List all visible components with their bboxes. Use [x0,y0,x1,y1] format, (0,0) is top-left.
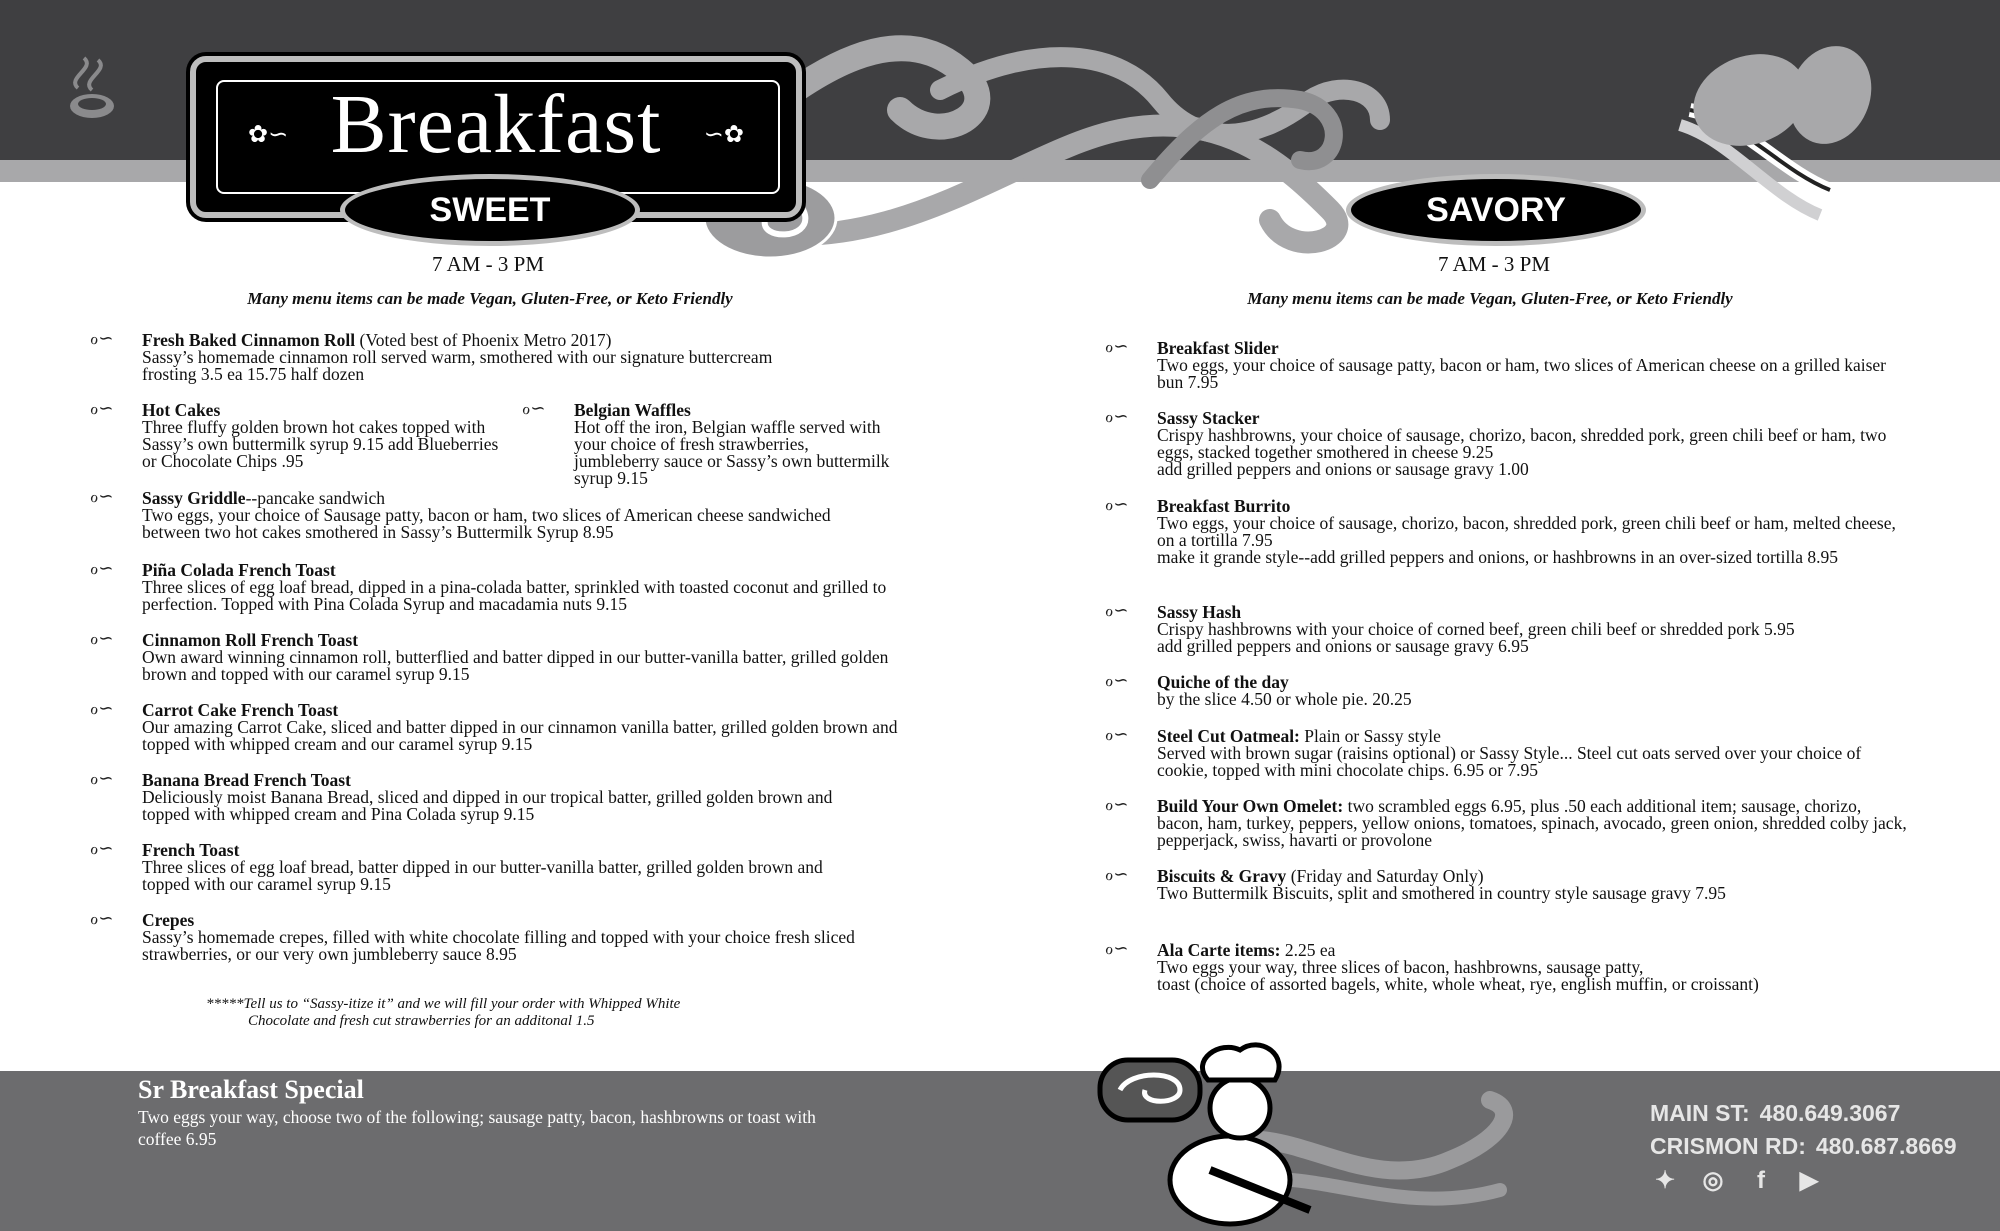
flourish-icon: ℴ∽ [90,628,114,648]
item-suffix: (Voted best of Phoenix Metro 2017) [355,330,612,350]
item-name: French Toast [142,840,240,860]
menu-item [90,768,862,824]
item-name: Banana Bread French Toast [142,770,351,790]
item-name: Build Your Own Omelet: [1157,796,1344,816]
flourish-icon: ℴ∽ [1105,670,1129,690]
flourish-icon: ℴ∽ [90,328,114,348]
flourish-icon: ℴ∽ [1105,406,1129,426]
flourish-icon: ℴ∽ [90,486,114,506]
item-desc: Sassy’s homemade crepes, filled with white chocolate filling and topped with your choice fresh sliced strawberries, or our very own jumbleberry sauce 8.95 [142,927,855,964]
item-name: Biscuits & Gravy [1157,866,1287,886]
menu-item [90,398,512,471]
savory-note: Many menu items can be made Vegan, Gluten-Free, or Keto Friendly [1247,289,1733,308]
main-st-number[interactable]: 480.649.3067 [1759,1100,1901,1126]
item-name: Cinnamon Roll French Toast [142,630,359,650]
item-desc-extra: add grilled peppers and onions or sausage gravy 6.95 [1157,636,1529,656]
flourish-icon: ℴ∽ [90,838,114,858]
menu-item [90,486,882,542]
item-name: Breakfast Slider [1157,338,1279,358]
menu-item [1105,794,1907,850]
social-links [1650,1166,1824,1196]
item-name: Sassy Griddle [142,488,246,508]
item-desc: Our amazing Carrot Cake, sliced and batter dipped in our cinnamon vanilla batter, grilled golden brown and topped with whipped cream and our caramel syrup 9.15 [142,717,898,754]
item-desc: Three fluffy golden brown hot cakes topped with Sassy’s own buttermilk syrup 9.15 add Blueberries or Chocolate Chips .95 [142,417,499,471]
item-desc: Served with brown sugar (raisins optional) or Sassy Style... Steel cut oats served over your choice of cookie, topped with mini chocolate chips. 6.95 or 7.95 [1157,743,1862,780]
flourish-icon: ℴ∽ [90,698,114,718]
flourish-icon: ℴ∽ [90,398,114,418]
crismon-number[interactable]: 480.687.8669 [1815,1133,1957,1159]
menu-item [1105,724,1907,780]
sweet-hours: 7 AM - 3 PM [431,252,545,276]
youtube-icon[interactable]: ▶ [1799,1167,1819,1194]
item-name: Quiche of the day [1157,672,1289,692]
flourish-icon: ℴ∽ [1105,600,1129,620]
item-desc-extra: make it grande style--add grilled peppers and onions, or hashbrowns in an over-sized tortilla 8.95 [1157,547,1838,567]
item-desc: by the slice 4.50 or whole pie. 20.25 [1157,689,1412,709]
savory-hours: 7 AM - 3 PM [1437,252,1551,276]
item-name: Fresh Baked Cinnamon Roll [142,330,356,350]
item-desc-extra: add grilled peppers and onions or sausage gravy 1.00 [1157,459,1529,479]
item-desc-extra: toast (choice of assorted bagels, white, whole wheat, rye, english muffin, or croissant) [1157,974,1759,994]
item-desc: Three slices of egg loaf bread, batter dipped in our butter-vanilla batter, grilled golden brown and topped with our caramel syrup 9.15 [142,857,823,894]
item-desc: Own award winning cinnamon roll, butterflied and batter dipped in our butter-vanilla batter, grilled golden brown and topped with our caramel syrup 9.15 [142,647,889,684]
item-name: Sassy Hash [1157,602,1242,622]
item-desc: Two eggs, your choice of sausage, chorizo, bacon, shredded pork, green chili beef or ham, melted cheese, on a tortilla 7.95 [1157,513,1896,550]
flourish-icon: ℴ∽ [90,908,114,928]
menu-item [90,628,902,684]
menu-item [90,558,902,614]
item-desc: Two Buttermilk Biscuits, split and smothered in country style sausage gravy 7.95 [1157,883,1726,903]
menu-item [1105,938,1907,994]
coffee-cup-icon [66,48,126,128]
menu-item [1105,864,1907,903]
sassy-itize-footnote [206,996,680,1030]
crismon-label: CRISMON RD: [1650,1133,1806,1159]
item-desc: Sassy’s homemade cinnamon roll served warm, smothered with our signature buttercream frosting 3.5 ea 15.75 half dozen [142,347,773,384]
item-desc: Crispy hashbrowns, your choice of sausage, chorizo, bacon, shredded pork, green chili beef or ham, two eggs, stacked together smothered in cheese 9.25 [1157,425,1887,462]
item-name: Ala Carte items: [1157,940,1281,960]
item-desc: Deliciously moist Banana Bread, sliced and dipped in our tropical batter, grilled golden brown and topped with whipped cream and Pina Colada syrup 9.15 [142,787,833,824]
instagram-icon[interactable]: ◎ [1702,1167,1724,1194]
item-name: Sassy Stacker [1157,408,1260,428]
menu-item [1105,600,1907,656]
ornament-right-icon: ∽✿ [703,122,744,148]
item-name: Steel Cut Oatmeal: [1157,726,1300,746]
menu-item [1105,336,1907,392]
item-desc: Hot off the iron, Belgian waffle served with your choice of fresh strawberries, jumbleberry sauce or Sassy’s own buttermilk syrup 9.15 [574,417,890,488]
flourish-icon: ℴ∽ [1105,336,1129,356]
menu-item [90,698,902,754]
item-suffix: Plain or Sassy style [1299,726,1441,746]
flourish-icon: ℴ∽ [1105,724,1129,744]
menu-item [90,908,882,964]
menu-item [90,838,862,894]
eggs-icon [1680,40,1900,180]
facebook-icon[interactable]: f [1757,1167,1765,1194]
flourish-icon: ℴ∽ [90,768,114,788]
flourish-icon: ℴ∽ [1105,864,1129,884]
page-title: Breakfast [330,78,662,171]
item-name: Piña Colada French Toast [142,560,336,580]
senior-special-desc: Two eggs your way, choose two of the following; sausage patty, bacon, hashbrowns or toast with coffee 6.95 [138,1107,816,1149]
menu-item [1105,406,1907,479]
footnote-line-1: *****Tell us to “Sassy-itize it” and we will fill your order with Whipped White [206,996,681,1012]
sweet-note: Many menu items can be made Vegan, Gluten-Free, or Keto Friendly [247,289,733,308]
item-desc: Two eggs, your choice of Sausage patty, bacon or ham, two slices of American cheese sandwiched between two hot cakes smothered in Sassy’s Buttermilk Syrup 8.95 [142,505,831,542]
flourish-icon: ℴ∽ [1105,494,1129,514]
main-st-label: MAIN ST: [1650,1100,1750,1126]
flourish-icon: ℴ∽ [522,398,546,418]
item-name: Carrot Cake French Toast [142,700,339,720]
item-desc: Two eggs, your choice of sausage patty, bacon or ham, two slices of American cheese on a grilled kaiser bun 7.95 [1157,355,1886,392]
item-name: Belgian Waffles [574,400,691,420]
chef-mascot-icon [1090,1030,1320,1230]
senior-special-title: Sr Breakfast Special [138,1075,364,1104]
twitter-icon[interactable]: ✦ [1654,1167,1676,1194]
flourish-icon: ℴ∽ [1105,938,1129,958]
flourish-icon: ℴ∽ [1105,794,1129,814]
sweet-label: SWEET [340,174,640,246]
item-desc: Three slices of egg loaf bread, dipped in a pina-colada batter, sprinkled with toasted coconut and grilled to perfection. Topped with Pina Colada Syrup and macadamia nuts 9.15 [142,577,887,614]
item-desc: Crispy hashbrowns with your choice of corned beef, green chili beef or shredded pork 5.95 [1157,619,1795,639]
ornament-left-icon: ✿∽ [248,122,289,148]
savory-label: SAVORY [1346,174,1646,246]
item-name: Hot Cakes [142,400,221,420]
flourish-icon: ℴ∽ [90,558,114,578]
menu-item [522,398,894,488]
item-name: Breakfast Burrito [1157,496,1291,516]
crismon-phone [1650,1133,1957,1160]
item-suffix: two scrambled eggs 6.95, plus .50 each additional item; sausage, chorizo, bacon, ham, turkey, peppers, yellow onions, tomatoes, spinach, avocado, green onion, shredded colby jack, pepperjack, swiss, havarti or provolone [1157,796,1907,850]
item-desc: Two eggs your way, three slices of bacon, hashbrowns, sausage patty, [1157,957,1644,977]
menu-item [90,328,792,384]
item-suffix: (Friday and Saturday Only) [1286,866,1484,886]
main-st-phone [1650,1100,1900,1127]
item-name: Crepes [142,910,195,930]
item-suffix: --pancake sandwich [245,488,386,508]
footnote-line-2: Chocolate and fresh cut strawberries for an additonal 1.5 [248,1013,595,1029]
menu-item [1105,494,1907,567]
menu-item [1105,670,1907,709]
item-suffix: 2.25 ea [1280,940,1336,960]
